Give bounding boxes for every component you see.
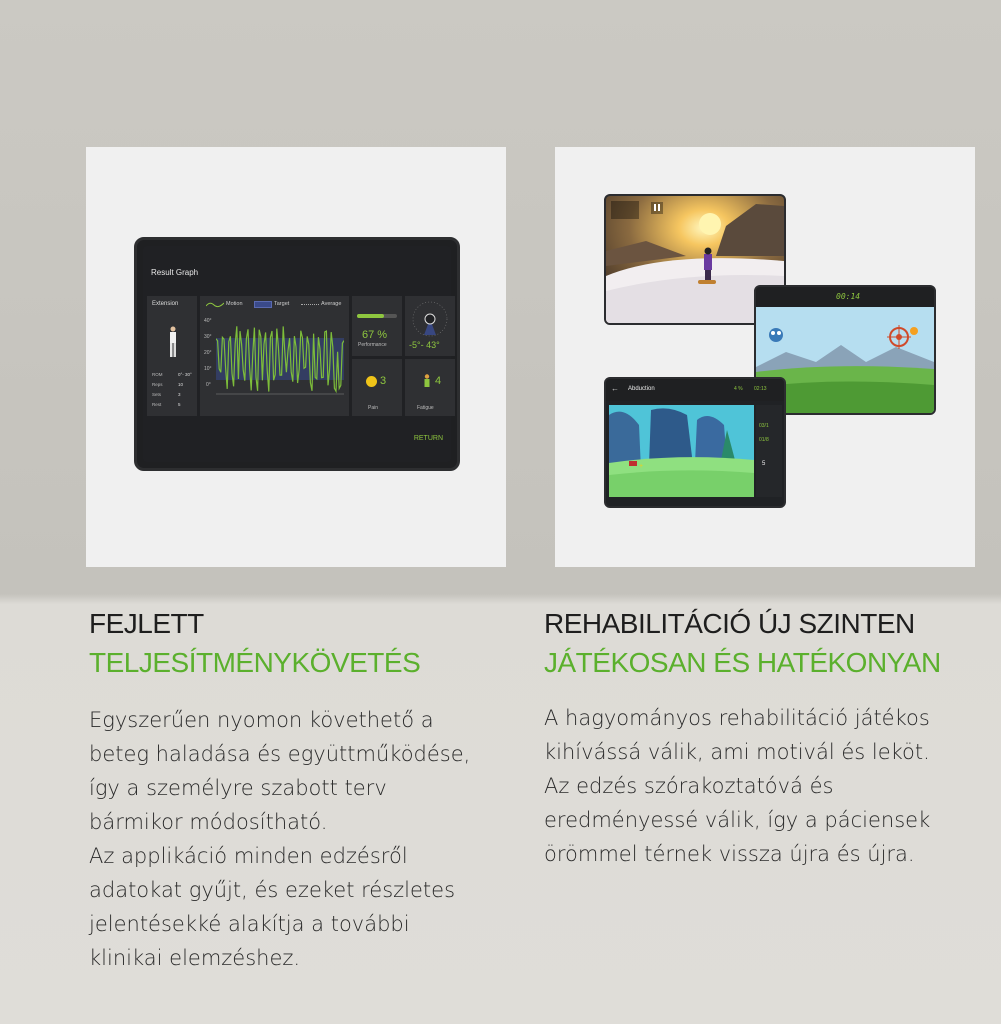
extension-card (147, 296, 197, 416)
performance-value: 67 % (362, 329, 388, 341)
left-paragraph-line: Egyszerűen nyomon követhető a (89, 708, 434, 732)
abduction-game-scene (609, 405, 754, 497)
right-paragraph-line: eredményessé válik, így a páciensek (544, 808, 931, 832)
extension-label: Extension (152, 301, 179, 307)
right-paragraph-line: kihívássá válik, ami motivál és leköt. (544, 740, 930, 764)
abduction-title: Abduction (628, 386, 655, 392)
right-paragraph-line: A hagyományos rehabilitáció játékos (544, 706, 930, 730)
tablet-screen (143, 246, 451, 462)
abduction-side-panel (756, 405, 782, 497)
average-legend-icon (301, 304, 319, 305)
angle-card (405, 296, 455, 356)
y-tick-10: 10° (204, 366, 212, 372)
pain-face-icon (366, 376, 377, 387)
fatigue-card (405, 359, 455, 416)
performance-label: Performance (358, 342, 387, 348)
return-button[interactable]: RETURN (413, 435, 443, 442)
abduction-topbar (606, 379, 784, 401)
right-paragraph-line: Az edzés szórakoztatóvá és (544, 774, 834, 798)
side-value-3: 5 (762, 461, 766, 467)
stat-row-rest: Rest 5 (152, 402, 181, 407)
left-heading-line2: TELJESÍTMÉNYKÖVETÉS (89, 647, 421, 678)
result-graph-tablet (134, 237, 460, 471)
right-heading-line2: JÁTÉKOSAN ÉS HATÉKONYAN (544, 647, 941, 678)
result-graph-title: Result Graph (151, 268, 199, 277)
abduction-timer: 02:13 (754, 386, 767, 392)
svg-text:+: + (639, 463, 644, 470)
left-paragraph-line: így a személyre szabott terv (89, 776, 387, 800)
back-arrow-icon[interactable]: ← (611, 384, 619, 393)
fatigue-value: 4 (435, 375, 442, 387)
pain-value: 3 (380, 375, 387, 387)
left-paragraph-line: beteg haladása és együttműködése, (89, 742, 471, 766)
motion-line-graph (216, 316, 344, 396)
fatigue-person-icon (423, 374, 431, 388)
legend-average: Average (321, 301, 342, 307)
person-figure-icon (167, 326, 179, 360)
right-paragraph-line: örömmel térnek vissza újra és újra. (544, 842, 915, 866)
stat-row-reps: Reps 10 (152, 382, 184, 387)
fatigue-label: Fatigue (417, 405, 434, 411)
motion-graph-card (200, 296, 349, 416)
y-tick-20: 20° (204, 350, 212, 356)
target-timer: 00:14 (836, 292, 861, 301)
side-value-1: 03/1 (759, 423, 769, 429)
abduction-percent: 4 % (734, 386, 743, 392)
performance-bar-fill (357, 314, 384, 318)
angle-gauge-icon (410, 299, 450, 339)
y-tick-40: 40° (204, 318, 212, 324)
performance-image-panel (86, 147, 506, 567)
target-legend-icon (254, 301, 272, 308)
games-image-panel (555, 147, 975, 567)
left-paragraph (89, 703, 470, 975)
motion-legend-icon (206, 301, 224, 308)
stat-row-sets: Sets 3 (152, 392, 181, 397)
left-paragraph-line: adatokat gyűjt, és ezeket részletes (89, 878, 456, 902)
performance-bar-track (357, 314, 397, 318)
angle-range-value: -5°- 43° (409, 340, 440, 350)
left-paragraph-line: klinikai elemzéshez. (89, 946, 301, 970)
legend-motion: Motion (226, 301, 243, 307)
target-game-topbar (756, 287, 934, 307)
abduction-game-tablet (604, 377, 786, 508)
stat-row-rom: ROM 0°- 30° (152, 372, 192, 377)
right-paragraph (544, 701, 930, 871)
y-tick-0: 0° (206, 382, 211, 388)
right-heading-line1: REHABILITÁCIÓ ÚJ SZINTEN (544, 608, 915, 639)
left-heading-line1: FEJLETT (89, 608, 204, 639)
left-paragraph-line: Az applikáció minden edzésről (89, 844, 408, 868)
legend-target: Target (274, 301, 290, 307)
left-paragraph-line: bármikor módosítható. (89, 810, 328, 834)
left-paragraph-line: jelentésekké alakítja a további (89, 912, 410, 936)
pain-label: Pain (368, 405, 379, 411)
pain-card (352, 359, 402, 416)
side-value-2: 01/8 (759, 437, 769, 443)
y-tick-30: 30° (204, 334, 212, 340)
performance-card (352, 296, 402, 356)
